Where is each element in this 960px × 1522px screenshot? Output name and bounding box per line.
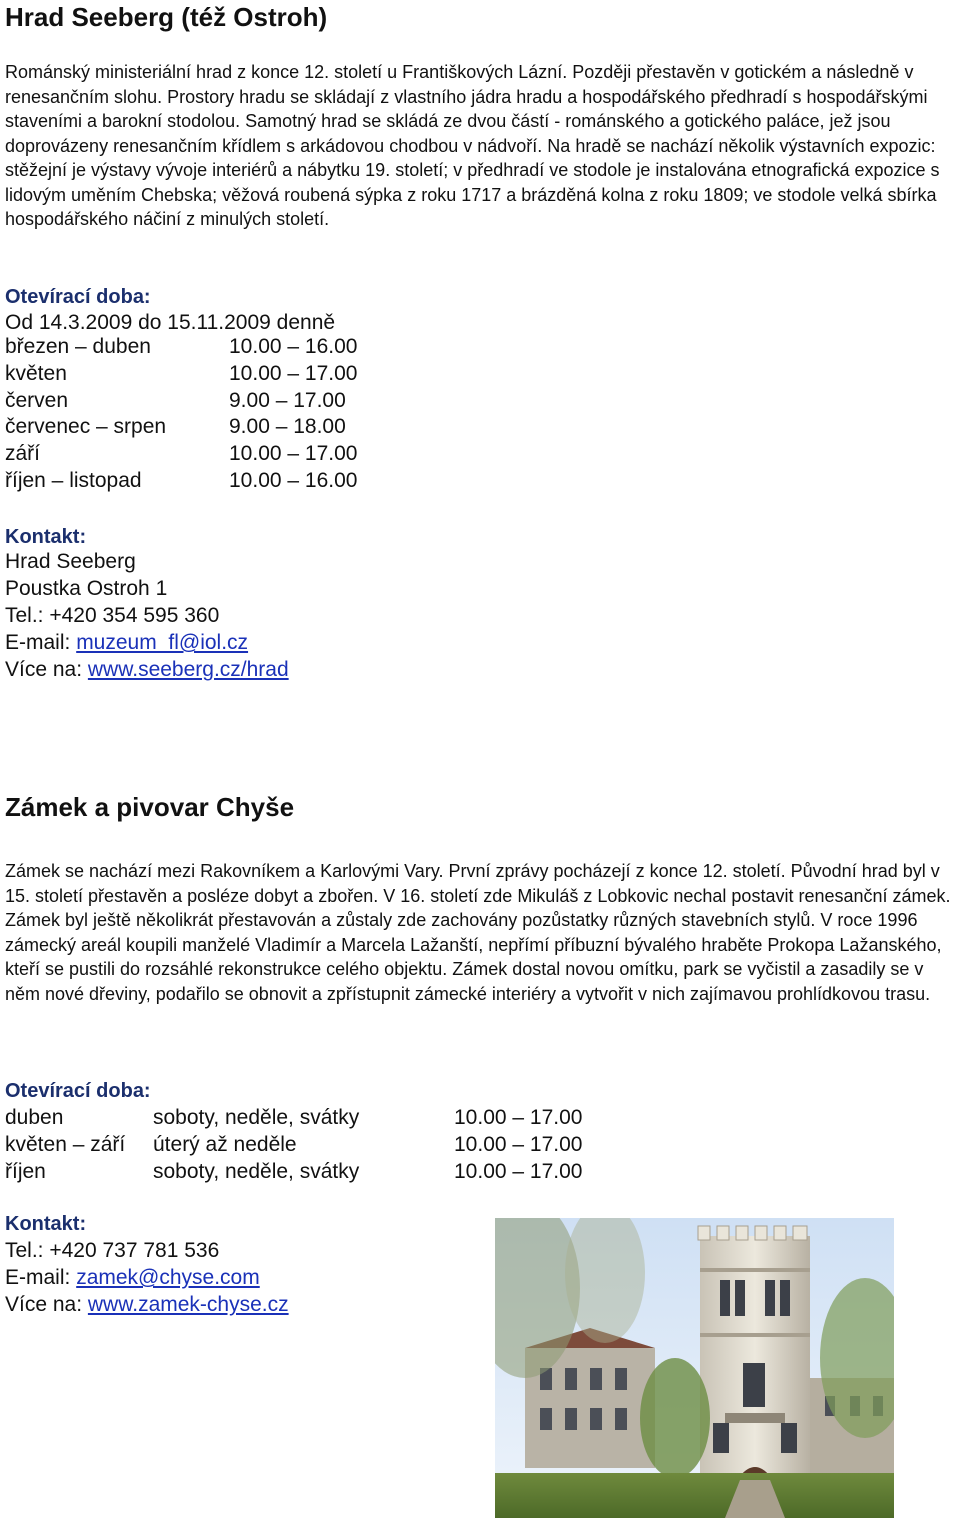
hours-months: březen – duben [5,335,151,358]
section1-hours-label: Otevírací doba: [5,286,151,308]
hours-months: duben [5,1106,64,1129]
contact-web-line [5,656,289,683]
hours-days: soboty, neděle, svátky [153,1106,360,1129]
section2-contact-label: Kontakt: [5,1213,87,1235]
email-link[interactable]: zamek@chyse.com [76,1266,260,1289]
section1-paragraph-text: Románský ministeriální hrad z konce 12. století u Františkových Lázní. Později přestavěn v gotickém a následně v renesančním slohu. Prostory hradu se skládají z vlastního jádra hradu a hospodářského předhradí s hospodářskými staveními a barokní stodolou. Samotný hrad se skládá ze dvou částí - románského a gotického paláce, jež jsou doprovázeny renesančním křídlem s arkádovou chodbou v nádvoří. Na hradě se nachází několik výstavních expozic: stěžejní je výstavy vývoje interiérů a nábytku 19. století; v předhradí ve stodole je instalována etnografická expozice s lidovým uměním Chebska; věžová roubená sýpka z roku 1717 a brázděná kolna z roku 1809; ve stodole velká sbírka hospodářského náčiní z minulých století. [5,62,940,229]
contact-phone: Tel.: +420 737 781 536 [5,1239,220,1262]
web-prefix: Více na: [5,1293,88,1316]
hours-months: říjen [5,1160,46,1183]
chateau-photo [495,1218,894,1518]
contact-address: Poustka Ostroh 1 [5,577,168,600]
hours-time: 10.00 – 16.00 [229,468,358,492]
section1-contact [5,548,289,683]
contact-name: Hrad Seeberg [5,550,136,573]
contact-email-line [5,629,289,656]
contact-email-line [5,1264,289,1291]
hours-months: květen – září [5,1133,126,1156]
hours-months: říjen – listopad [5,468,142,492]
hours-days: soboty, neděle, svátky [153,1160,360,1183]
hours-time: 10.00 – 17.00 [229,361,358,385]
hours-months: červenec – srpen [5,415,167,439]
hours-months: květen [5,361,67,385]
section2-paragraph [5,859,960,1006]
hours-time: 9.00 – 17.00 [229,388,346,412]
section1-period: Od 14.3.2009 do 15.11.2009 denně [5,311,336,334]
website-link[interactable]: www.zamek-chyse.cz [87,1293,289,1316]
email-link[interactable]: muzeum_fl@iol.cz [76,631,249,654]
section1-title: Hrad Seeberg (též Ostroh) [5,2,328,32]
section1-paragraph [5,60,960,232]
email-prefix: E-mail: [5,631,77,654]
hours-time: 10.00 – 17.00 [454,1160,583,1183]
email-prefix: E-mail: [5,1266,77,1289]
section2-hours-label: Otevírací doba: [5,1080,151,1102]
hours-months: září [5,442,41,466]
section2-paragraph-text: Zámek se nachází mezi Rakovníkem a Karlovými Vary. První zprávy pocházejí z konce 12. století. Původní hrad byl v 15. století přestavěn a posléze dobyt a zbořen. V 16. století zde Mikuláš z Lobkovic nechal postavit renesanční zámek. Zámek byl ještě několikrát přestavován a zůstaly zde zachovány pozůstatky různých stavebních stylů. V roce 1996 zámecký areál koupili manželé Vladimír a Marcela Lažanští, nepřímí příbuzní bývalého hraběte Prokopa Lažanského, kteří se pustili do rozsáhlé rekonstrukce celého objektu. Zámek dostal novou omítku, park se vyčistil a zasadily se v něm nové dřeviny, podařilo se obnovit a zpřístupnit zámecké interiéry a vytvořit v nich zajímavou prohlídkovou trasu. [5,861,951,1004]
website-link[interactable]: www.seeberg.cz/hrad [87,658,289,681]
web-prefix: Více na: [5,658,88,681]
contact-web-line [5,1291,289,1318]
hours-time: 10.00 – 17.00 [454,1106,583,1129]
hours-days: úterý až neděle [153,1133,297,1156]
hours-time: 10.00 – 17.00 [454,1133,583,1156]
section2-contact [5,1237,289,1318]
section2-title: Zámek a pivovar Chyše [5,792,295,822]
chateau-photo-graphic [495,1218,894,1518]
section1-contact-label: Kontakt: [5,526,87,548]
contact-phone: Tel.: +420 354 595 360 [5,604,220,627]
hours-time: 10.00 – 17.00 [229,442,358,466]
hours-time: 9.00 – 18.00 [229,415,346,439]
hours-months: červen [5,388,69,412]
hours-time: 10.00 – 16.00 [229,335,358,358]
